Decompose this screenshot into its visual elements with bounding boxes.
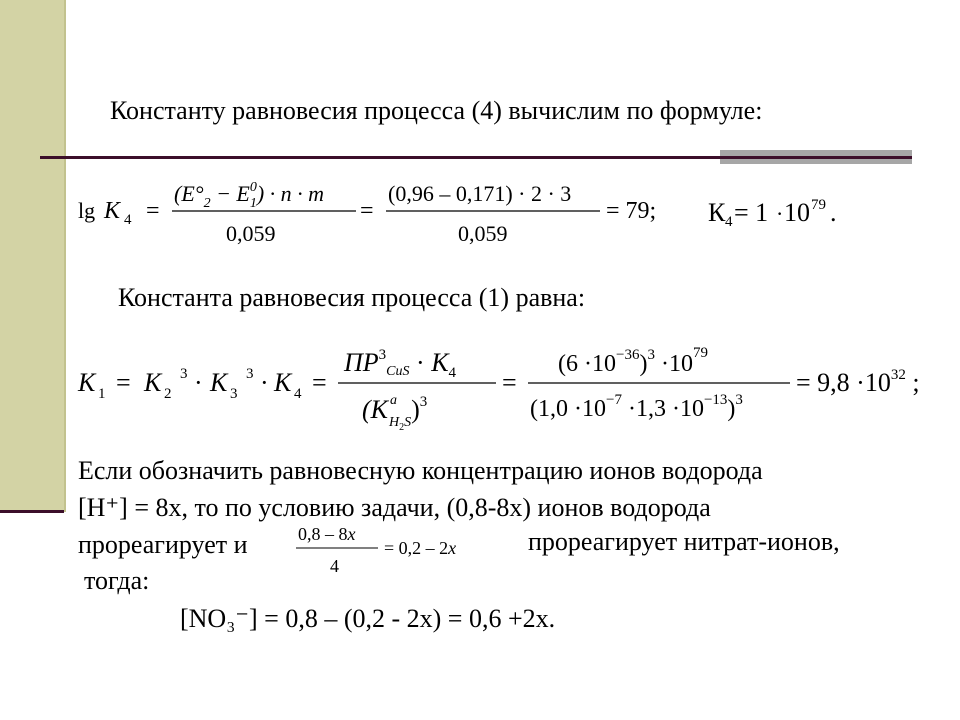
paragraph-line-3a: прореагирует и — [78, 530, 248, 559]
k4-exp: 79 — [811, 197, 826, 213]
num2-text: (0,96 – 0,171) · 2 · 3 — [388, 181, 572, 206]
no3-equation: [NO₃⁻] = 0,8 – (0,2 - 2х) = 0,6 +2х. — [180, 604, 556, 633]
left-band-divider — [0, 510, 64, 513]
svg-text:=: = — [360, 198, 374, 224]
title-divider-line — [40, 156, 912, 159]
svg-text:3: 3 — [180, 366, 188, 382]
frac-num: 0,8 – 8x — [298, 524, 356, 544]
svg-text:=: = — [312, 368, 327, 397]
svg-text:=: = — [116, 368, 131, 397]
svg-text:K: K — [144, 368, 162, 397]
svg-text:ПР3CuS · K4: $ПР^3_{CuS} \cdot K_4$ — [344, 347, 457, 381]
den1-text: 0,059 — [226, 221, 276, 246]
svg-text:=: = — [146, 198, 160, 224]
svg-text:(1,0 ·10−7 ·1,3 ·10−13)3: $(1,0 \cdot 10^{-7} \cdot 1,3 \cdot 10^{-13})^3$ — [530, 392, 743, 422]
svg-text:4: 4 — [294, 386, 302, 402]
svg-text:1: 1 — [98, 386, 106, 402]
heading-text: Константу равновесия процесса (4) вычислим по формуле: — [110, 96, 763, 125]
svg-text:= 9,8 ·1032 ;: = $9,8 \cdot 10^{32}$ ; — [796, 367, 920, 397]
k4-base: 10 — [784, 198, 810, 227]
k-symbol: K — [104, 198, 121, 224]
den2-text: 0,059 — [458, 221, 508, 246]
frac-result: = 0,2 – 2x — [384, 538, 457, 558]
paragraph-line-2: [H⁺] = 8х, то по условию задачи, (0,8-8х) ионов водорода — [78, 493, 711, 522]
formula-k1 — [76, 336, 946, 440]
svg-text:K: K — [274, 368, 292, 397]
svg-text:3: 3 — [246, 366, 254, 382]
left-band-edge — [64, 0, 66, 512]
k4-label: К — [708, 198, 726, 227]
left-decorative-band — [0, 0, 64, 512]
k4-end: . — [830, 198, 837, 227]
k4-sub: 4 — [725, 214, 733, 230]
svg-text:3: 3 — [230, 386, 238, 402]
paragraph-line-1: Если обозначить равновесную концентрацию ионов водорода — [78, 456, 763, 485]
result-79: = 79; — [606, 198, 657, 224]
k4-eq: = 1 — [734, 198, 769, 227]
formula-inline-fraction — [292, 518, 492, 580]
paragraph-line-3b: прореагирует нитрат-ионов, — [528, 527, 840, 556]
frac-den: 4 — [330, 556, 339, 576]
svg-text:2: 2 — [164, 386, 172, 402]
paragraph-line-4: тогда: — [84, 566, 150, 595]
svg-text:K: K — [78, 368, 96, 397]
k4-dot: · — [776, 201, 784, 226]
num1-text: $(E^\circ_2 - E_10) \cdot n \cdot m$ — [174, 180, 325, 211]
constant-1-heading: Константа равновесия процесса (1) равна: — [118, 283, 586, 312]
formula-lgk4 — [76, 168, 876, 254]
svg-text:(KaH2S)3: (K $^a$ H2S)$^3$ — [362, 393, 428, 433]
svg-text:·: · — [194, 368, 203, 397]
svg-text:=: = — [502, 368, 517, 397]
svg-text:·: · — [260, 368, 269, 397]
svg-text:K: K — [210, 368, 228, 397]
lg-label: lg — [78, 198, 96, 223]
svg-text:(6 ·10−36)3 ·1079: $(6 \cdot 10^{-36})^3 \cdot 10^{79}$ — [558, 345, 708, 377]
k-subscript: 4 — [124, 212, 132, 228]
